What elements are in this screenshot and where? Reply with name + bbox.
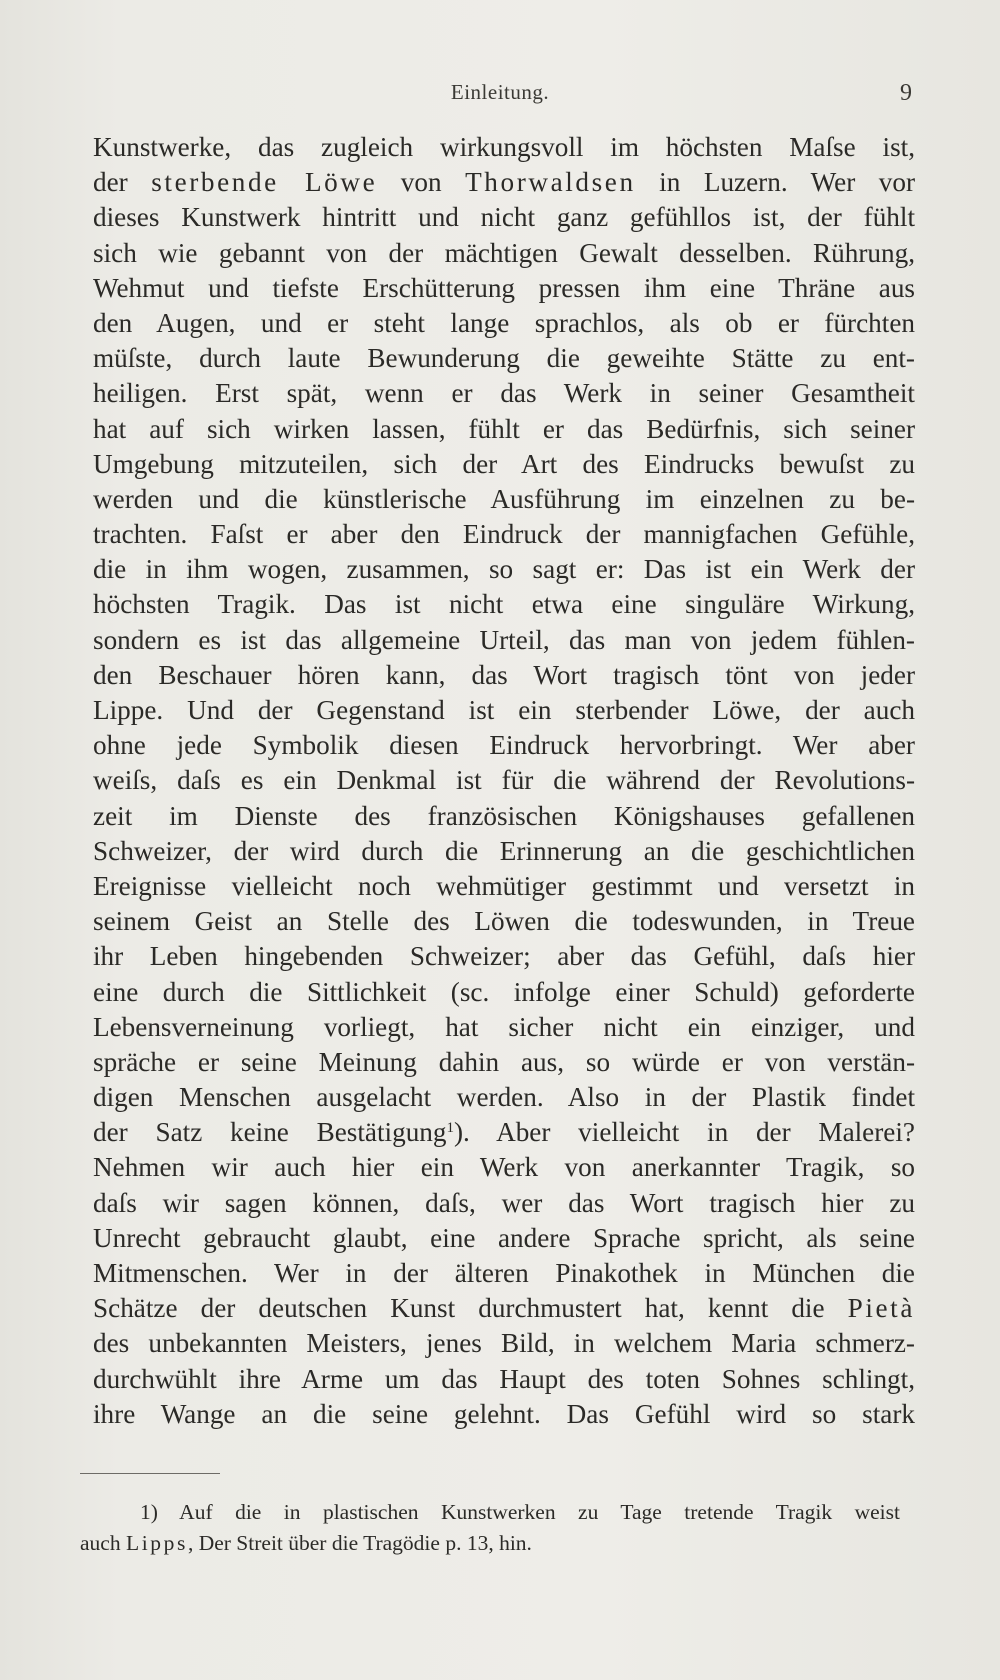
text-line: Lippe. Und der Gegenstand ist ein sterbender Löwe, der auch [93, 695, 915, 725]
text-line: Wehmut und tiefste Erschütterung pressen ihm eine Thräne aus [93, 272, 915, 303]
text-line: daſs wir sagen können, daſs, wer das Wort tragisch hier zu [93, 1187, 915, 1218]
text-line: höchsten Tragik. Das ist nicht etwa eine singuläre Wirkung, [93, 589, 915, 620]
text-line: Unrecht gebraucht glaubt, eine andere Sprache spricht, als seine [93, 1222, 915, 1253]
text-line: der Satz keine Bestätigung$^1$). Aber vielleicht in der Malerei? [93, 1117, 915, 1148]
text-line: Umgebung mitzuteilen, sich der Art des Eindrucks bewuſst zu [93, 448, 915, 479]
spaced-emphasis: Pietà [847, 1293, 915, 1324]
text-line: der sterbende Löwe von Thorwaldsen in Luzern. Wer vor [93, 167, 916, 198]
text-line: Schätze der deutschen Kunst durchmustert hat, kennt die Pietà [93, 1293, 915, 1324]
spaced-emphasis: Thorwaldsen [465, 167, 636, 198]
text-line: Nehmen wir auch hier ein Werk von anerkannter Tragik, so [93, 1152, 915, 1183]
text-line: seinem Geist an Stelle des Löwen die todeswunden, in Treue [93, 906, 915, 937]
text-line: digen Menschen ausgelacht werden. Also in der Plastik findet [93, 1082, 915, 1113]
page-number: 9 [900, 80, 912, 106]
footnote-reference[interactable]: 1 [446, 1120, 454, 1137]
text-line: weiſs, daſs es ein Denkmal ist für die während der Revolutions- [93, 765, 915, 796]
text-line: sondern es ist das allgemeine Urteil, das man von jedem fühlen- [93, 624, 915, 655]
text-line: Kunstwerke, das zugleich wirkungsvoll im höchsten Maſse ist, [93, 132, 915, 162]
spaced-emphasis: sterbende Löwe [151, 167, 378, 198]
footnote-line: 1) Auf die in plastischen Kunstwerken zu Tage tretende Tragik weist [140, 1500, 900, 1524]
text-line: den Beschauer hören kann, das Wort tragisch tönt von jeder [93, 659, 915, 690]
footnote [80, 1497, 900, 1559]
text-line: eine durch die Sittlichkeit (sc. infolge einer Schuld) geforderte [93, 976, 915, 1007]
body-text [93, 130, 915, 1432]
text-line: müſste, durch laute Bewunderung die geweihte Stätte zu ent- [93, 343, 915, 374]
text-line: ihr Leben hingebenden Schweizer; aber das Gefühl, daſs hier [93, 941, 915, 972]
text-line: die in ihm wogen, zusammen, so sagt er: Das ist ein Werk der [93, 554, 915, 585]
running-head [0, 80, 1000, 110]
text-line: werden und die künstlerische Ausführung im einzelnen zu be- [93, 483, 915, 514]
text-line: heiligen. Erst spät, wenn er das Werk in seiner Gesamtheit [93, 378, 915, 409]
text-line: durchwühlt ihre Arme um das Haupt des toten Sohnes schlingt, [93, 1363, 915, 1394]
text-line: spräche er seine Meinung dahin aus, so würde er von verstän- [93, 1046, 915, 1077]
spaced-emphasis: Lipps [125, 1531, 188, 1555]
text-line: Lebensverneinung vorliegt, hat sicher nicht ein einziger, und [93, 1011, 915, 1042]
text-line: den Augen, und er steht lange sprachlos, als ob er fürchten [93, 307, 915, 338]
text-line: hat auf sich wirken lassen, fühlt er das Bedürfnis, sich seiner [93, 413, 915, 444]
text-line: sich wie gebannt von der mächtigen Gewalt desselben. Rührung, [93, 237, 915, 268]
text-line: dieses Kunstwerk hintritt und nicht ganz gefühllos ist, der fühlt [93, 202, 915, 233]
footnote-line: auch Lipps, Der Streit über die Tragödie p. 13, hin. [80, 1531, 532, 1555]
text-line: ohne jede Symbolik diesen Eindruck hervorbringt. Wer aber [93, 730, 915, 761]
footnote-divider [80, 1473, 220, 1474]
text-line: ihre Wange an die seine gelehnt. Das Gefühl wird so stark [93, 1398, 915, 1429]
text-line: Ereignisse vielleicht noch wehmütiger gestimmt und versetzt in [93, 870, 915, 901]
text-line: zeit im Dienste des französischen Königshauses gefallenen [93, 800, 915, 831]
text-line: trachten. Faſst er aber den Eindruck der mannigfachen Gefühle, [93, 519, 915, 550]
text-line: Mitmenschen. Wer in der älteren Pinakothek in München die [93, 1258, 915, 1288]
text-line: Schweizer, der wird durch die Erinnerung an die geschichtlichen [93, 835, 915, 866]
running-title: Einleitung. [450, 80, 550, 104]
text-line: des unbekannten Meisters, jenes Bild, in welchem Maria schmerz- [93, 1328, 915, 1359]
